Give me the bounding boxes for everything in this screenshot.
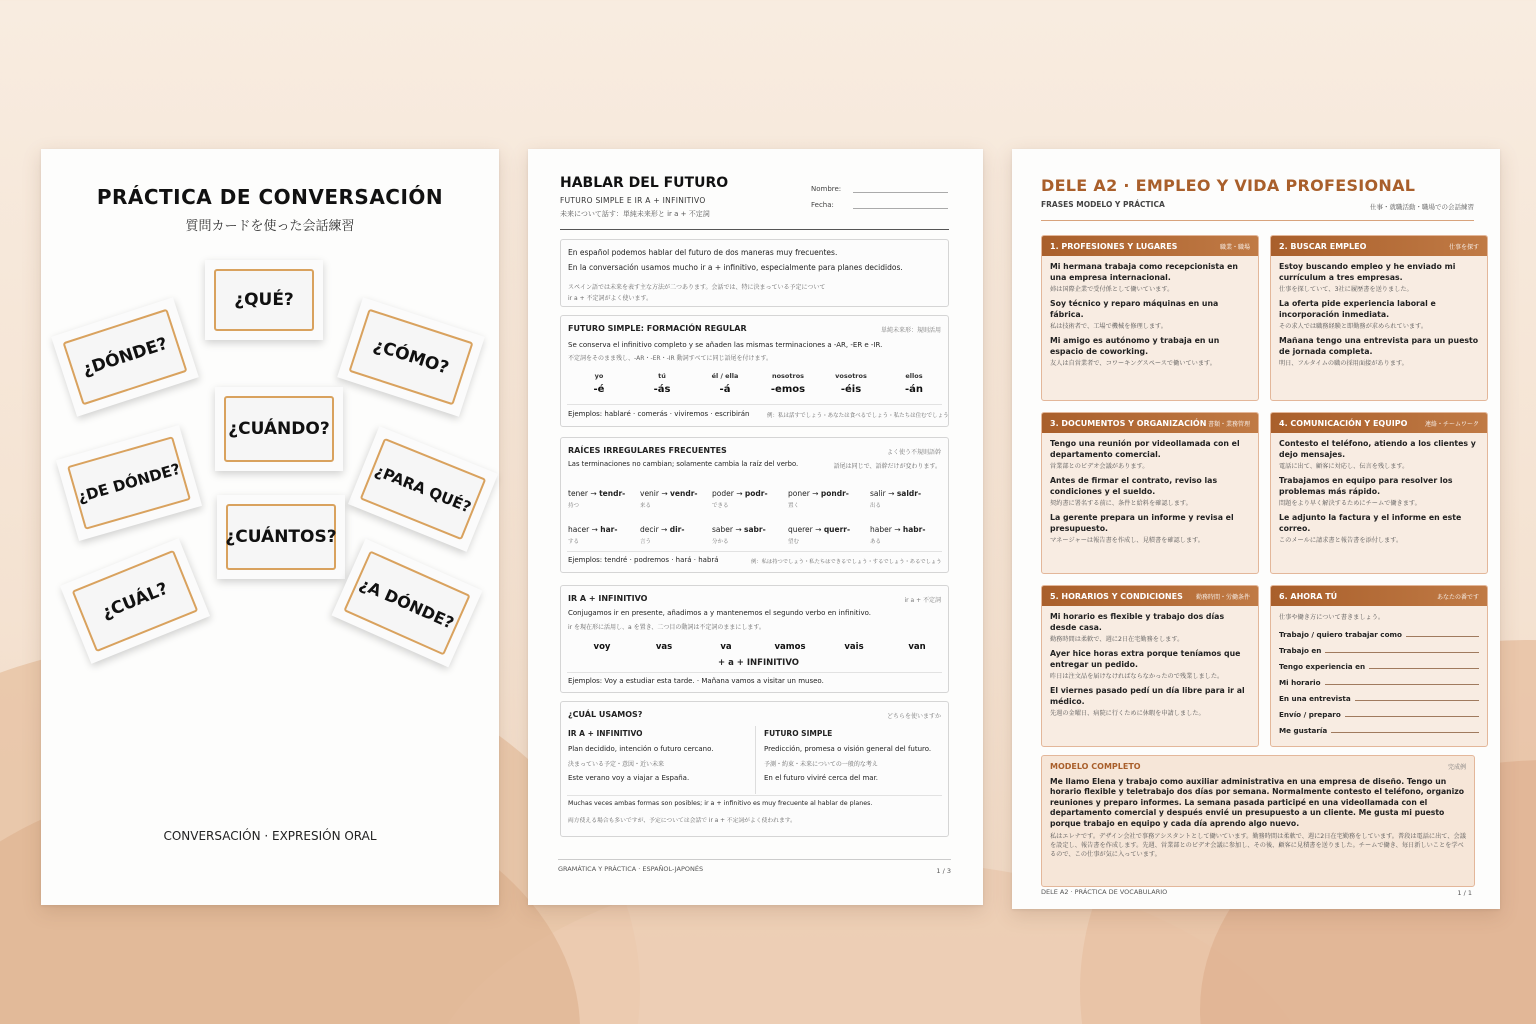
phrase-ja: 友人は自営業者で、コワーキングスペースで働いています。 [1050, 360, 1216, 368]
section-card-horarios [1041, 585, 1259, 747]
ir-formula: + a + INFINITIVO [718, 658, 799, 668]
ending: -é [593, 384, 605, 395]
question-card-de-donde: ¿DE DÓNDE? [56, 425, 202, 541]
practice-line[interactable]: Me gustaría [1279, 719, 1479, 735]
regular-future-box [560, 315, 949, 427]
irregular-stem: venir → vendr- [640, 489, 698, 498]
phrase-ja: 電話に出て、顧客に対応し、伝言を残します。 [1279, 463, 1409, 471]
intro-text: En la conversación usamos mucho ir a + infinitivo, especialmente para planes decididos. [568, 263, 903, 272]
section-heading-ja: ir a + 不定詞 [904, 597, 941, 604]
phrase-es: Mi hermana trabaja como recepcionista en una empresa internacional. [1050, 262, 1238, 282]
question-card-cual: ¿CUÁL? [60, 538, 210, 664]
phrase-es: La gerente prepara un informe y revisa el presupuesto. [1050, 513, 1234, 533]
section-card-buscar-empleo [1270, 235, 1488, 401]
divider [560, 229, 949, 230]
sheet-title: DELE A2 · EMPLEO Y VIDA PROFESIONAL [1041, 176, 1416, 195]
date-field[interactable] [853, 208, 948, 209]
card-title-ja: 連絡・チームワーク [1424, 420, 1479, 428]
person-label: yo [594, 372, 604, 380]
examples: Ejemplos: Voy a estudiar esta tarde. · Mañana vamos a visitar un museo. [568, 677, 824, 685]
question-card-a-donde: ¿A DÓNDE? [331, 539, 482, 668]
sheet-title: PRÁCTICA DE CONVERSACIÓN [96, 185, 444, 209]
phrase-ja: その求人では職務経験と即勤務が求められています。 [1279, 323, 1428, 331]
comparison-example: Este verano voy a viajar a España. [568, 774, 690, 782]
intro-box [560, 239, 949, 307]
ir-form: vamos [774, 642, 806, 652]
ir-form: vais [844, 642, 864, 652]
comparison-desc: Plan decidido, intención o futuro cercano. [568, 745, 714, 753]
person-label: ellos [905, 372, 923, 380]
sheet-subtitle-ja: 未来について話す：単純未来形と ir a + 不定詞 [560, 210, 710, 218]
card-title: 3. DOCUMENTOS Y ORGANIZACIÓN [1050, 418, 1207, 428]
comparison-desc: Predicción, promesa o visión general del futuro. [764, 745, 932, 753]
irregular-stem: tener → tendr- [568, 489, 626, 498]
section-heading: IR A + INFINITIVO [568, 594, 648, 603]
column-divider [755, 726, 756, 794]
irregular-stem: decir → dir- [640, 525, 685, 534]
practice-line[interactable]: Trabajo en [1279, 639, 1479, 655]
stem-ja: 置く [788, 503, 800, 509]
stem-ja: 望む [788, 539, 800, 545]
phrase-ja: 営業部とのビデオ会議があります。 [1050, 463, 1149, 471]
sheet-subtitle: FRASES MODELO Y PRÁCTICA [1041, 200, 1165, 209]
name-label: Nombre: [811, 185, 842, 193]
section-heading-ja: どちらを使いますか [886, 713, 941, 720]
divider [567, 551, 942, 552]
examples: Ejemplos: tendré · podremos · hará · habrá [568, 556, 719, 564]
model-text-es: Me llamo Elena y trabajo como auxiliar administrativa en una empresa de diseño. Tengo un horario flexible y teletrabajo dos días por semana. Normalmente contesto el teléfono, organizo reuniones y preparo informes. La semana pasada participé en una videollamada con el departamento comercial y después envié un presupuesto a un cliente. Me gusta mi puesto porque trabajo en equipo y cada día aprendo algo nuevo. [1050, 777, 1464, 828]
divider [567, 795, 942, 796]
phrase-es: Soy técnico y reparo máquinas en una fábrica. [1050, 299, 1219, 319]
phrase-ja: このメールに請求書と報告書を添付します。 [1279, 537, 1403, 545]
practice-line[interactable]: Mi horario [1279, 671, 1479, 687]
section-heading-ja: よく使う不規則語幹 [886, 449, 941, 456]
ending: -éis [840, 384, 862, 395]
section-desc: Conjugamos ir en presente, añadimos a y mantenemos el segundo verbo en infinitivo. [568, 609, 871, 617]
card-title: 5. HORARIOS Y CONDICIONES [1050, 591, 1183, 601]
ir-form: va [720, 642, 732, 652]
date-label: Fecha: [811, 201, 834, 209]
phrase-ja: 契約書に署名する前に、条件と給料を確認します。 [1050, 500, 1192, 508]
ending: -emos [770, 384, 806, 395]
stem-ja: 言う [640, 539, 652, 545]
practice-line[interactable]: En una entrevista [1279, 687, 1479, 703]
card-title: 6. AHORA TÚ [1279, 591, 1338, 601]
comparison-title: IR A + INFINITIVO [568, 729, 643, 738]
sheet-subtitle-ja: 仕事・就職活動・職場での会話練習 [1370, 203, 1474, 211]
irregular-stem: saber → sabr- [712, 525, 766, 534]
practice-line[interactable]: Trabajo / quiero trabajar como [1279, 623, 1479, 639]
card-title: 4. COMUNICACIÓN Y EQUIPO [1279, 418, 1408, 428]
model-title: MODELO COMPLETO [1050, 762, 1141, 771]
section-heading: FUTURO SIMPLE: FORMACIÓN REGULAR [568, 324, 747, 333]
phrase-ja: マネージャーは報告書を作成し、見積書を確認します。 [1050, 537, 1204, 545]
practice-intro: 仕事や働き方について書きましょう。 [1279, 614, 1385, 621]
page-number: 1 / 3 [936, 867, 951, 875]
phrase-es: Trabajamos en equipo para resolver los problemas más rápido. [1279, 476, 1453, 496]
comparison-desc-ja: 予測・約束・未来についての一般的な考え [764, 761, 878, 768]
phrase-es: Ayer hice horas extra porque teníamos que entregar un pedido. [1050, 649, 1241, 669]
section-card-comunicacion [1270, 412, 1488, 574]
phrase-ja: 仕事を探していて、3社に履歴書を送りました。 [1279, 286, 1413, 294]
card-title-ja: あなたの番です [1436, 593, 1479, 601]
phrase-ja: 私は技術者で、工場で機械を修理します。 [1050, 323, 1167, 331]
section-card-profesiones [1041, 235, 1259, 401]
card-title-ja: 職業・職場 [1219, 243, 1250, 251]
phrase-es: Tengo una reunión por videollamada con el departamento comercial. [1050, 439, 1240, 459]
irregular-stems-box [560, 437, 949, 573]
section-card-documentos [1041, 412, 1259, 574]
model-title-ja: 完成例 [1447, 764, 1466, 771]
phrase-ja: 姉は国際企業で受付係として働いています。 [1050, 286, 1174, 294]
phrase-es: La oferta pide experiencia laboral e incorporación inmediata. [1279, 299, 1436, 319]
card-title-ja: 書類・業務管理 [1207, 420, 1250, 428]
sheet-footer: GRAMÁTICA Y PRÁCTICA · ESPAÑOL-JAPONÉS [558, 865, 704, 873]
ir-form: vas [655, 642, 673, 652]
stem-ja: 持つ [568, 503, 580, 509]
section-heading: ¿CUÁL USAMOS? [568, 710, 643, 719]
card-title-ja: 勤務時間・労働条件 [1195, 593, 1250, 601]
sheet-footer: DELE A2 · PRÁCTICA DE VOCABULARIO [1041, 888, 1168, 896]
phrase-ja: 昨日は注文品を届けなければならなかったので残業しました。 [1050, 673, 1224, 681]
sheet-subtitle: 質問カードを使った会話練習 [185, 219, 355, 234]
ending: -ás [653, 384, 671, 395]
question-card-para-que: ¿PARA QUÉ? [348, 426, 498, 552]
comparison-desc-ja: 決まっている予定・意図・近い未来 [568, 761, 665, 768]
question-card-cuando: ¿CUÁNDO? [215, 387, 343, 471]
sheet-title: HABLAR DEL FUTURO [560, 175, 729, 191]
practice-line[interactable]: Tengo experiencia en [1279, 655, 1479, 671]
name-field[interactable] [853, 192, 948, 193]
card-title: 2. BUSCAR EMPLEO [1279, 241, 1367, 251]
question-card-cuantos: ¿CUÁNTOS? [217, 495, 345, 579]
employment-vocabulary-sheet [1012, 149, 1500, 909]
section-heading-ja: 単純未来形：規則活用 [880, 327, 941, 334]
note-ja: 両方使える場合も多いですが、予定については会話で ir a + 不定詞がよく使われます。 [568, 818, 796, 824]
comparison-title: FUTURO SIMPLE [764, 729, 833, 738]
cual-usamos-box [560, 701, 949, 837]
examples: Ejemplos: hablaré · comerás · viviremos · escribirán [568, 410, 750, 418]
future-grammar-sheet [528, 149, 983, 905]
phrase-es: Estoy buscando empleo y he enviado mi currículum a tres empresas. [1279, 262, 1456, 282]
irregular-stem: salir → saldr- [870, 489, 922, 498]
person-label: tú [658, 372, 666, 380]
irregular-stem: querer → querr- [788, 525, 851, 534]
irregular-stem: hacer → har- [568, 525, 618, 534]
intro-text-ja: スペイン語では未来を表す主な方法が二つあります。会話では、特に決まっている予定について [568, 284, 826, 291]
examples-ja: 例：私は持つでしょう・私たちはできるでしょう・するでしょう・あるでしょう [751, 559, 942, 565]
ir-a-infinitivo-box [560, 585, 949, 693]
phrase-ja: 明日、フルタイムの職の採用面接があります。 [1279, 360, 1408, 368]
phrase-es: El viernes pasado pedí un día libre para ir al médico. [1050, 686, 1245, 706]
practice-line[interactable]: Envío / preparo [1279, 703, 1479, 719]
ir-form: van [908, 642, 926, 652]
phrase-es: Antes de firmar el contrato, reviso las condiciones y el sueldo. [1050, 476, 1218, 496]
note: Muchas veces ambas formas son posibles; ir a + infinitivo es muy frecuente al hablar de planes. [568, 800, 873, 807]
irregular-stem: poner → pondr- [788, 489, 849, 498]
section-card-ahora-tu [1270, 585, 1488, 747]
section-desc: Las terminaciones no cambian; solamente cambia la raíz del verbo. [568, 460, 799, 468]
stem-ja: 出る [870, 503, 882, 509]
stem-ja: できる [712, 503, 729, 509]
card-title: 1. PROFESIONES Y LUGARES [1050, 241, 1178, 251]
phrase-ja: 先週の金曜日、病院に行くために休暇を申請しました。 [1050, 710, 1205, 718]
section-heading: RAÍCES IRREGULARES FRECUENTES [568, 446, 727, 455]
question-card-que: ¿QUÉ? [205, 260, 323, 340]
person-label: él / ella [711, 372, 739, 380]
phrase-ja: 問題をより早く解決するためにチームで働きます。 [1279, 500, 1421, 508]
person-label: nosotros [771, 372, 805, 380]
model-text-box [1041, 755, 1475, 887]
divider [558, 859, 951, 860]
intro-text-ja: ir a + 不定詞がよく使います。 [568, 295, 653, 302]
stem-ja: 分かる [712, 539, 729, 545]
stem-ja: ある [870, 539, 882, 545]
divider [567, 404, 942, 405]
phrase-es: Mañana tengo una entrevista para un puesto de jornada completa. [1279, 336, 1479, 356]
phrase-es: Mi horario es flexible y trabajo dos días desde casa. [1050, 612, 1225, 632]
question-card-donde: ¿DÓNDE? [51, 297, 199, 416]
ir-form: voy [593, 642, 611, 652]
page-number: 1 / 1 [1457, 889, 1472, 897]
conversation-cards-sheet [41, 149, 499, 905]
irregular-stem: haber → habr- [870, 525, 926, 534]
section-desc: Se conserva el infinitivo completo y se añaden las mismas terminaciones a -AR, -ER e -IR. [568, 341, 883, 349]
phrase-es: Contesto el teléfono, atiendo a los clientes y dejo mensajes. [1279, 439, 1476, 459]
ending: -án [904, 384, 924, 395]
phrase-es: Le adjunto la factura y el informe en este correo. [1279, 513, 1462, 533]
phrase-ja: 勤務時間は柔軟で、週に2日在宅勤務をします。 [1050, 636, 1184, 644]
divider [1041, 220, 1474, 221]
section-desc-ja: ir を現在形に活用し、a を置き、二つ目の動詞は不定詞のままにします。 [568, 624, 765, 631]
ending: -á [719, 384, 731, 395]
question-card-como: ¿CÓMO? [337, 297, 485, 416]
model-text-ja: 私はエレナです。デザイン会社で事務アシスタントとして働いています。勤務時間は柔軟で、週に2日在宅勤務をしています。普段は電話に出て、会議を設定し、報告書を作成します。先週、営業部とのビデオ会議に参加し、その後、顧客に見積書を送りました。チームで働き、毎日新しいことを学べるので、この仕事が気に入っています。 [1050, 832, 1466, 858]
section-desc-ja: 語尾は同じで、語幹だけが変わります。 [833, 463, 941, 470]
stem-ja: 来る [640, 503, 652, 509]
comparison-example: En el futuro viviré cerca del mar. [764, 774, 879, 782]
divider [567, 672, 942, 673]
phrase-es: Mi amigo es autónomo y trabaja en un espacio de coworking. [1050, 336, 1220, 356]
section-desc-ja: 不定詞をそのまま残し、-AR・-ER・-IR 動詞すべてに同じ語尾を付けます。 [568, 355, 772, 362]
sheet-footer: CONVERSACIÓN · EXPRESIÓN ORAL [163, 829, 377, 843]
examples-ja: 例：私は話すでしょう・あなたは食べるでしょう・私たちは住むでしょう [767, 413, 949, 419]
person-label: vosotros [835, 372, 867, 380]
stem-ja: する [568, 539, 580, 545]
irregular-stem: poder → podr- [712, 489, 768, 498]
card-title-ja: 仕事を探す [1448, 243, 1479, 251]
sheet-subtitle: FUTURO SIMPLE E IR A + INFINITIVO [560, 196, 706, 205]
intro-text: En español podemos hablar del futuro de dos maneras muy frecuentes. [568, 248, 838, 257]
